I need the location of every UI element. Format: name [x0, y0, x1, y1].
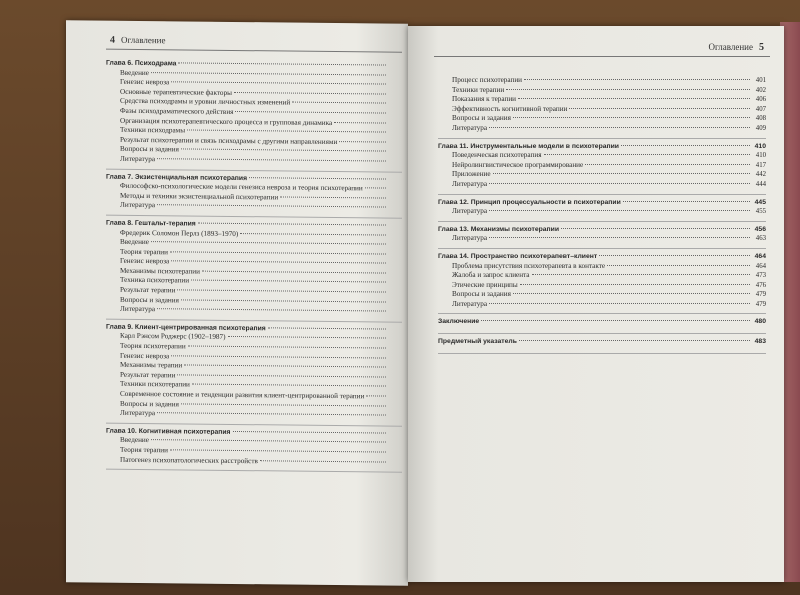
dot-leader [249, 177, 386, 179]
dot-leader [151, 439, 386, 442]
dot-leader [234, 92, 386, 95]
dot-leader [187, 130, 386, 133]
toc-closing-heading-title: Предметный указатель [438, 338, 517, 346]
toc-chapter-heading-page: 445 [754, 198, 766, 206]
toc-entry-title: Вопросы и задания [120, 145, 179, 154]
toc-entry-title: Литература [120, 408, 156, 418]
toc-entry-title: Литература [120, 201, 156, 210]
dot-leader [157, 308, 386, 311]
dot-leader [191, 280, 386, 283]
toc-entry-title: Литература [452, 179, 488, 188]
toc-entry [438, 161, 766, 171]
chapter-separator [438, 138, 766, 139]
toc-entry [438, 114, 766, 124]
dot-leader [489, 303, 750, 304]
dot-leader [339, 141, 386, 142]
dot-leader [365, 187, 386, 188]
toc-entry-title: Техники психодрамы [120, 125, 186, 135]
toc-entry-title: Результат психотерапии и связь психодрамы с другими направлениями [120, 135, 338, 146]
toc-entry-title: Вопросы и задания [452, 114, 511, 123]
chapter-separator [438, 194, 766, 195]
toc-entry-page: 402 [755, 86, 766, 94]
dot-leader [621, 145, 750, 146]
toc-entry-page: 410 [755, 152, 766, 160]
toc-chapter [106, 59, 402, 168]
toc-entry [106, 305, 402, 318]
toc-entry-title: Процесс психотерапии [452, 76, 523, 84]
dot-leader [489, 237, 750, 238]
toc-entry-title: Жалоба и запрос клиента [452, 271, 530, 280]
toc-chapter [106, 322, 402, 421]
toc-entry-title: Техники терапии [452, 85, 505, 94]
dot-leader [607, 265, 750, 266]
toc-closing-heading-title: Заключение [438, 318, 480, 326]
dot-leader [157, 204, 386, 207]
left-head-rule [106, 49, 402, 53]
toc-entry-title: Эффективность когнитивной терапии [452, 104, 568, 113]
right-running-head [709, 42, 764, 53]
toc-entry-title: Результат терапии [120, 285, 176, 295]
dot-leader [489, 127, 750, 128]
toc-entry-title: Литература [452, 234, 488, 243]
toc-entry-title: Патогенез психопатологических расстройств [120, 455, 258, 465]
toc-entry [106, 201, 402, 214]
toc-chapter-heading [438, 225, 766, 235]
toc-entry [106, 455, 402, 468]
left-page [66, 20, 408, 586]
toc-entry-page: 444 [755, 180, 766, 188]
left-page-number: 4 [110, 34, 115, 46]
toc-chapter-heading-title: Глава 10. Когнитивная психотерапия [106, 427, 231, 436]
dot-leader [228, 336, 386, 339]
dot-leader [184, 365, 386, 368]
toc-chapter-heading-title: Глава 6. Психодрама [106, 59, 177, 68]
toc-closing-heading [438, 337, 766, 347]
dot-leader [493, 173, 750, 174]
toc-entry-title: Генезис невроза [120, 351, 170, 360]
toc-entry-title: Показания к терапии [452, 95, 517, 104]
toc-entry-title: Этические принципы [452, 280, 518, 289]
toc-entry-page: 442 [755, 171, 766, 179]
dot-leader [151, 241, 386, 244]
chapter-separator [438, 353, 766, 354]
toc-entry-title: Современное состояние и тенденции развития клиент-центрированной терапии [120, 389, 365, 401]
toc-entry-title: Вопросы и задания [120, 295, 179, 305]
dot-leader [513, 117, 750, 118]
dot-leader [513, 293, 750, 294]
chapter-separator [106, 469, 402, 473]
right-head-rule [434, 56, 770, 57]
toc-entry [438, 76, 766, 86]
toc-entry-page: 455 [755, 208, 766, 216]
toc-entry [106, 155, 402, 168]
toc-entry-page: 473 [755, 272, 766, 280]
toc-entry-page: 406 [755, 96, 766, 104]
dot-leader [202, 271, 386, 274]
toc-entry-title: Литература [452, 299, 488, 308]
toc-entry-title: Литература [120, 154, 156, 164]
toc-entry-title: Средства психодрамы и уровни личностных изменений [120, 97, 291, 107]
dot-leader [481, 320, 750, 321]
right-toc [438, 76, 766, 357]
toc-entry-title: Механизмы психотерапии [120, 266, 200, 276]
dot-leader [569, 108, 750, 109]
toc-entry [438, 151, 766, 161]
toc-entry [438, 300, 766, 310]
toc-entry [438, 170, 766, 180]
toc-chapter-heading-page: 464 [754, 252, 766, 260]
toc-chapter [438, 252, 766, 310]
dot-leader [170, 251, 386, 254]
toc-entry-page: 401 [755, 77, 766, 84]
toc-entry-title: Вопросы и задания [452, 290, 511, 299]
toc-entry [106, 409, 402, 422]
toc-chapter-heading-title: Глава 7. Экзистенциальная психотерапия [106, 173, 248, 182]
toc-chapter-heading-title: Глава 12. Принцип процессуальности в психотерапии [438, 198, 621, 206]
toc-chapter-heading [438, 142, 766, 152]
toc-entry [438, 290, 766, 300]
dot-leader [171, 261, 386, 264]
toc-entry-title: Фазы психодраматического действия [120, 106, 234, 116]
toc-closing-heading-page: 483 [754, 338, 766, 346]
toc-entry-title: Механизмы терапии [120, 360, 183, 370]
right-running-head-title: Оглавление [708, 42, 753, 52]
toc-entry-page: 476 [755, 281, 766, 289]
dot-leader [585, 164, 750, 165]
toc-entry-page: 407 [755, 105, 766, 113]
toc-entry [438, 271, 766, 281]
toc-entry-page: 417 [755, 161, 766, 169]
toc-closing-heading [438, 317, 766, 327]
toc-chapter [438, 198, 766, 217]
dot-leader [623, 201, 750, 202]
chapter-separator [438, 248, 766, 249]
dot-leader [506, 89, 750, 90]
toc-entry [438, 234, 766, 244]
toc-entry-title: Техники психотерапии [120, 380, 190, 389]
dot-leader [157, 412, 386, 415]
toc-entry [438, 207, 766, 217]
toc-entry [438, 180, 766, 190]
toc-entry [438, 86, 766, 96]
dot-leader [544, 154, 751, 155]
dot-leader [235, 111, 386, 114]
toc-entry-title: Вопросы и задания [120, 399, 179, 408]
toc-entry-page: 463 [755, 235, 766, 243]
toc-entry-page: 479 [755, 291, 766, 299]
toc-chapter-heading [438, 252, 766, 262]
toc-entry-title: Литература [452, 207, 488, 216]
dot-leader [188, 346, 386, 349]
dot-leader [366, 395, 386, 396]
toc-entry-title: Техника психотерапии [120, 276, 190, 285]
toc-chapter [438, 142, 766, 190]
dot-leader [268, 327, 386, 329]
left-toc [106, 59, 402, 476]
toc-closing-heading-page: 480 [754, 318, 766, 326]
toc-entry-page: 464 [755, 262, 766, 270]
toc-entry-title: Организация психотерапевтического процесса и групповая динамика [120, 116, 333, 127]
toc-entry-title: Карл Рэнсом Роджерс (1902–1987) [120, 332, 226, 342]
dot-leader [518, 98, 750, 99]
toc-chapter-heading-page: 410 [754, 142, 766, 150]
toc-entry-title: Литература [452, 123, 488, 132]
toc-entry-title: Основные терапевтические факторы [120, 87, 232, 97]
toc-chapter-heading-title: Глава 14. Пространство психотерапевт–клиент [438, 252, 598, 260]
toc-continued-entries [438, 76, 766, 134]
toc-chapter-heading-title: Глава 9. Клиент-центрированная психотерапия [106, 323, 266, 333]
dot-leader [561, 228, 750, 229]
toc-entry-title: Введение [120, 237, 149, 247]
dot-leader [177, 289, 386, 292]
dot-leader [520, 284, 750, 285]
dot-leader [151, 72, 386, 75]
dot-leader [292, 102, 386, 104]
dot-leader [181, 299, 386, 302]
toc-entry-title: Результат терапии [120, 370, 176, 380]
toc-chapter [106, 172, 402, 213]
dot-leader [524, 79, 750, 80]
toc-chapter-heading [438, 198, 766, 208]
dot-leader [171, 355, 386, 358]
toc-entry [438, 105, 766, 115]
toc-chapter-heading-title: Глава 11. Инструментальные модели в психотерапии [438, 142, 619, 150]
dot-leader [177, 374, 386, 377]
dot-leader [233, 431, 387, 434]
toc-entry-title: Проблема присутствия психотерапевта в контакте [452, 261, 606, 270]
dot-leader [334, 122, 386, 124]
dot-leader [192, 384, 386, 387]
dot-leader [532, 274, 751, 275]
dot-leader [181, 149, 386, 152]
dot-leader [489, 210, 750, 211]
chapter-separator [438, 221, 766, 222]
toc-entry-title: Теория терапии [120, 445, 169, 455]
toc-entry-page: 479 [755, 300, 766, 308]
dot-leader [280, 196, 386, 198]
dot-leader [240, 233, 386, 236]
dot-leader [157, 158, 386, 161]
toc-entry-title: Философско-психологические модели генезиса невроза и теория психотерапии [120, 181, 363, 193]
toc-entry-title: Теория терапии [120, 247, 169, 256]
toc-entry-title: Генезис невроза [120, 257, 170, 266]
toc-chapter-heading-title: Глава 13. Механизмы психотерапии [438, 225, 559, 233]
toc-entry [438, 262, 766, 272]
chapter-separator [438, 333, 766, 334]
toc-entry-title: Методы и техники экзистенциальной психотерапии [120, 191, 279, 202]
toc-entry-title: Нейролингвистическое программирование [452, 160, 584, 169]
toc-entry-title: Генезис невроза [120, 77, 170, 87]
right-page [408, 26, 784, 582]
dot-leader [171, 81, 386, 84]
toc-entry [438, 124, 766, 134]
dot-leader [260, 460, 386, 462]
toc-entry-title: Приложение [452, 170, 491, 179]
dot-leader [198, 222, 386, 225]
chapter-separator [438, 313, 766, 314]
toc-chapter [106, 219, 402, 318]
left-running-head [110, 35, 165, 47]
toc-entry-title: Литература [120, 305, 156, 314]
toc-entry-page: 409 [755, 124, 766, 132]
toc-entry-title: Фредерик Соломон Перлз (1893–1970) [120, 228, 239, 238]
dot-leader [181, 403, 386, 406]
toc-entry [438, 281, 766, 291]
toc-chapter [106, 426, 402, 467]
dot-leader [599, 255, 750, 256]
toc-entry-title: Введение [120, 68, 149, 77]
dot-leader [178, 62, 386, 65]
toc-chapter-heading-page: 456 [754, 225, 766, 233]
toc-chapter [438, 225, 766, 244]
left-running-head-title: Оглавление [121, 34, 166, 46]
toc-entry-title: Введение [120, 436, 149, 445]
dot-leader [519, 340, 750, 341]
dot-leader [170, 449, 386, 452]
toc-entry [438, 95, 766, 105]
toc-entry-title: Поведенческая психотерапия [452, 151, 542, 160]
toc-entry-title: Теория психотерапии [120, 341, 186, 351]
toc-chapter-heading-title: Глава 8. Гештальт-терапия [106, 219, 196, 228]
toc-entry-page: 408 [755, 115, 766, 123]
dot-leader [489, 183, 750, 184]
right-page-number: 5 [759, 42, 764, 53]
